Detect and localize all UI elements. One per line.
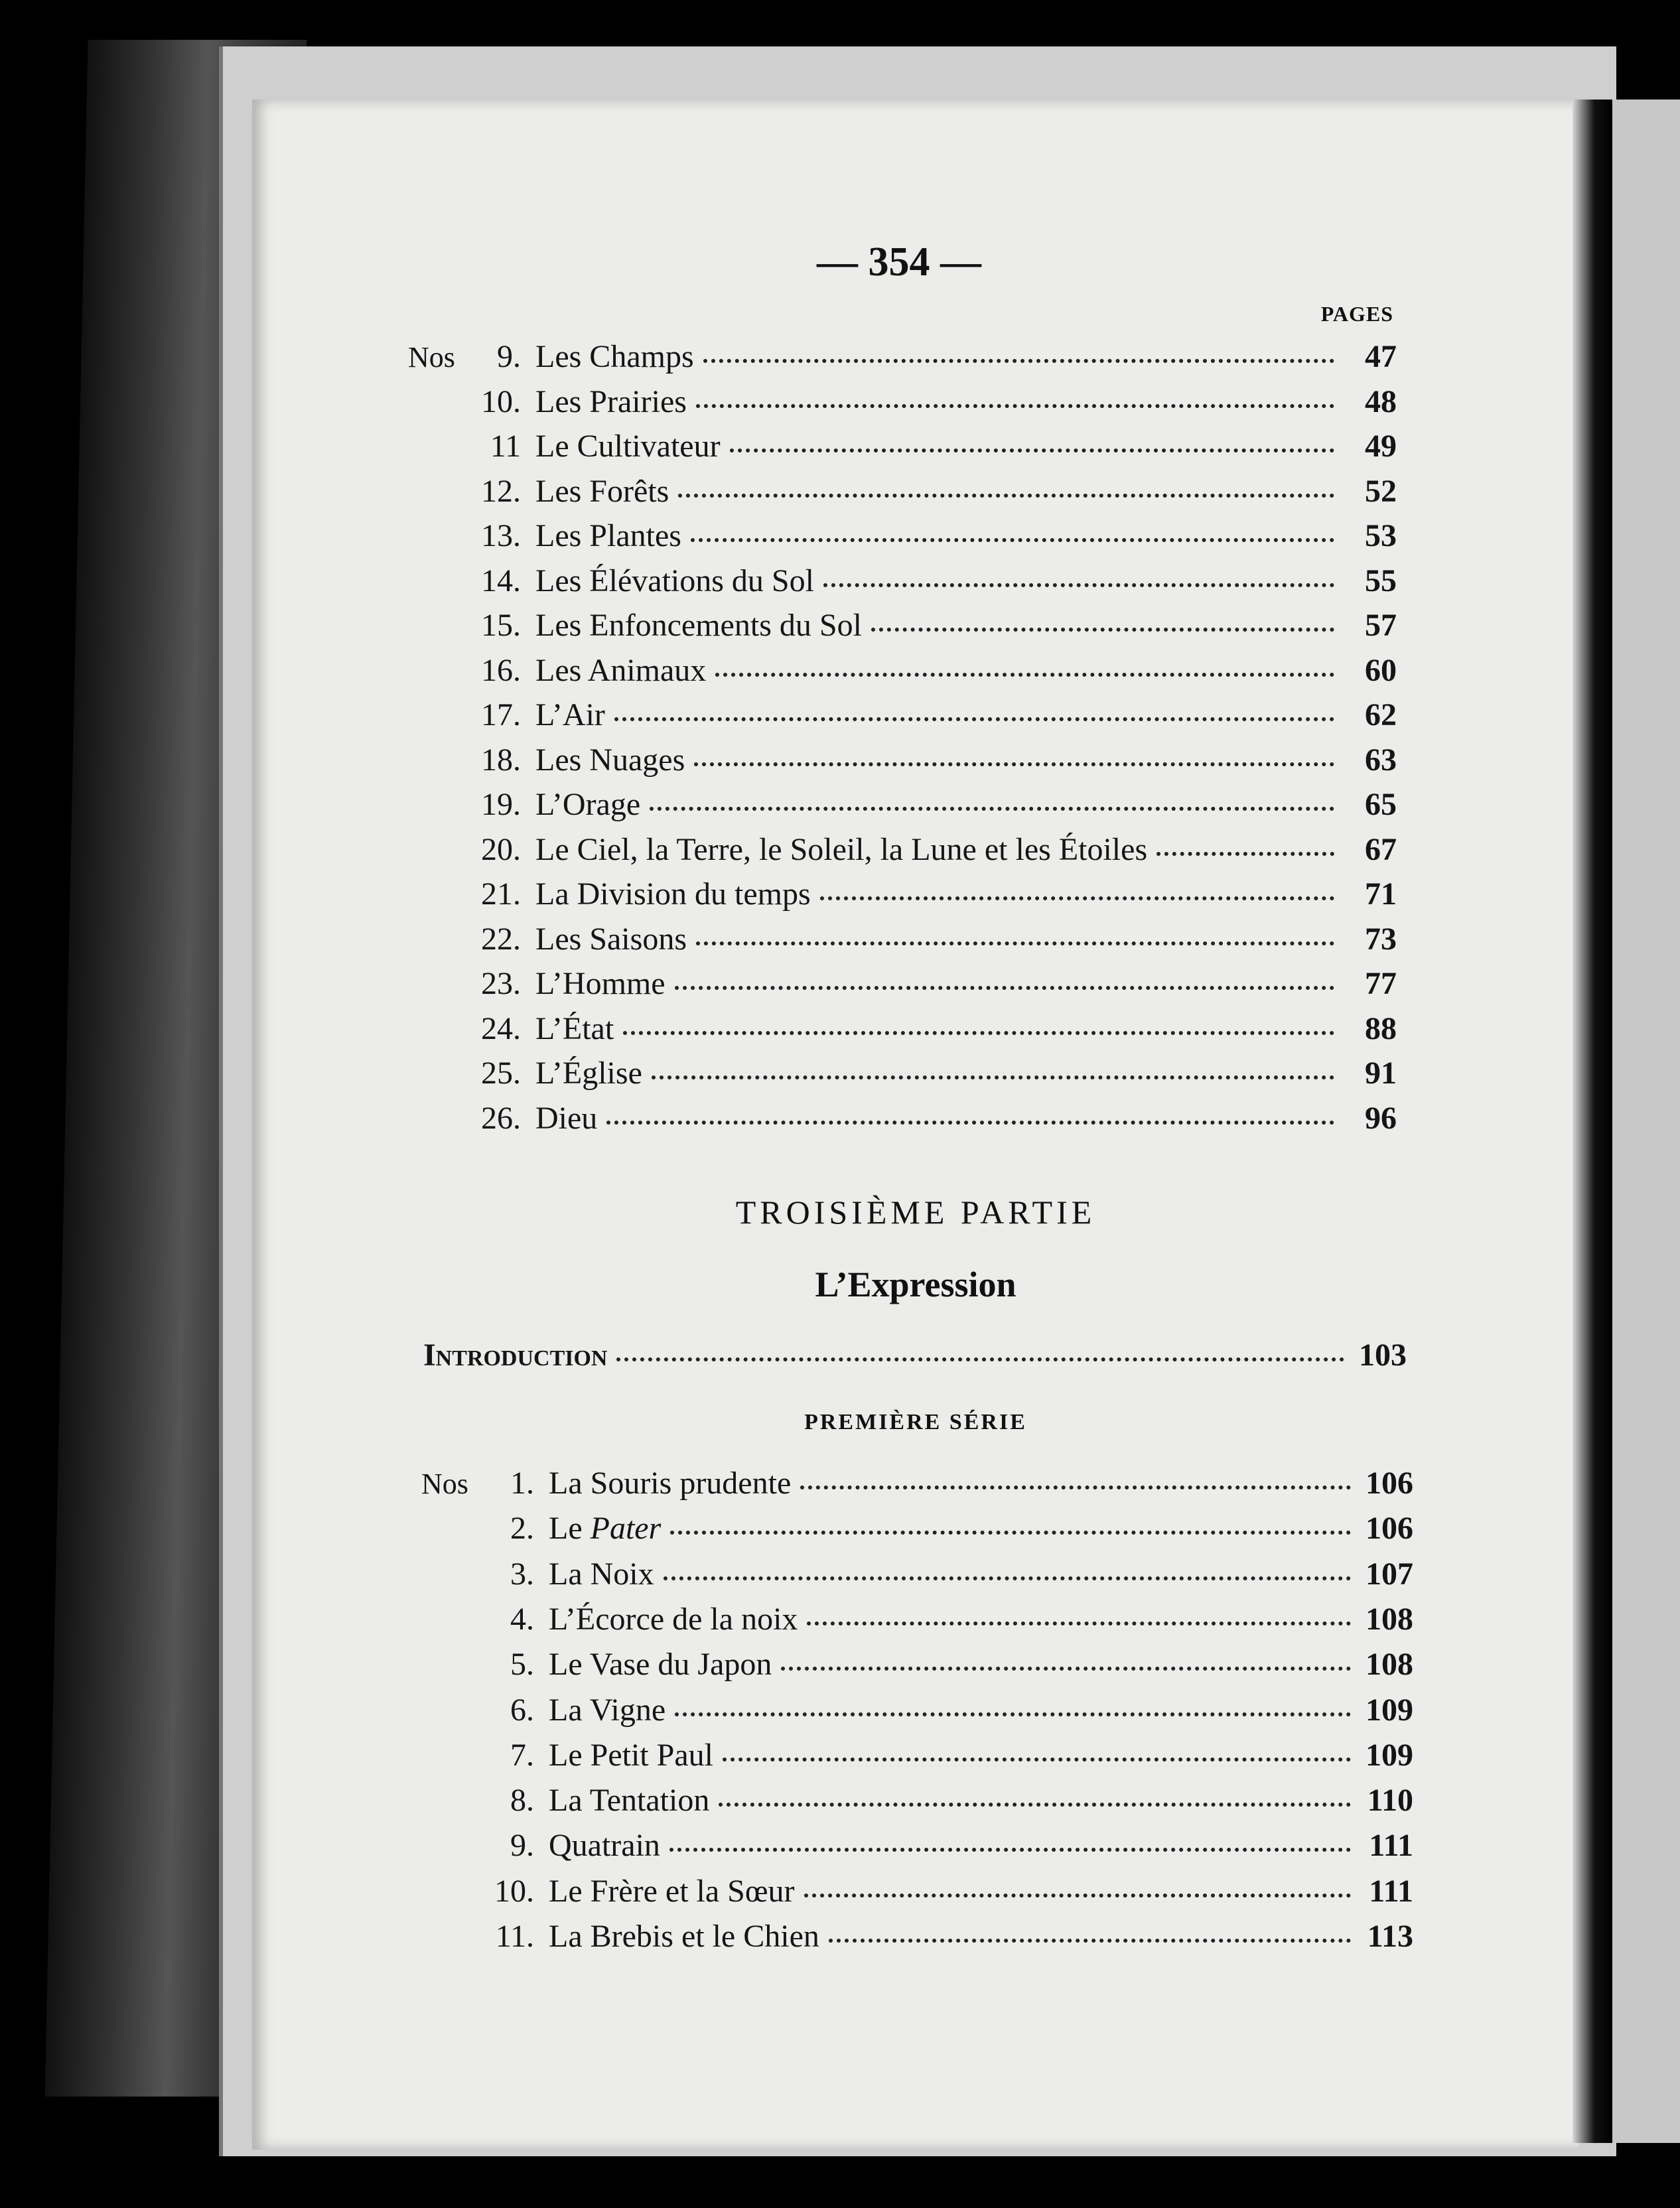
toc-entry-page: 67 xyxy=(1365,831,1397,867)
dot-leader xyxy=(664,1576,1351,1580)
toc-row[interactable] xyxy=(421,1782,1413,1825)
toc-entry-page: 52 xyxy=(1365,473,1397,509)
dot-leader xyxy=(670,1531,1351,1535)
toc-row[interactable] xyxy=(421,1601,1413,1643)
toc-entry-number: 22. xyxy=(481,921,521,957)
dot-leader xyxy=(820,896,1334,900)
toc-row[interactable] xyxy=(421,1556,1413,1598)
toc-row[interactable] xyxy=(421,1918,1413,1961)
toc-entry-title: La Division du temps xyxy=(535,876,811,912)
toc-entry-number: 7. xyxy=(510,1737,534,1773)
toc-entry-number: 21. xyxy=(481,876,521,912)
toc-row[interactable] xyxy=(421,1510,1413,1552)
dot-leader xyxy=(804,1894,1351,1898)
toc-entry-page: 91 xyxy=(1365,1056,1397,1091)
dot-leader xyxy=(623,1031,1334,1035)
toc-entry-number: 25. xyxy=(481,1056,521,1091)
dot-leader xyxy=(675,986,1334,990)
dot-leader xyxy=(703,359,1334,363)
toc-entry-number: 1. xyxy=(510,1466,534,1501)
toc-entry-page: 53 xyxy=(1365,518,1397,553)
toc-row[interactable] xyxy=(408,607,1397,650)
toc-entry-title: Le Frère et la Sœur xyxy=(549,1873,795,1909)
toc-row-introduction[interactable] xyxy=(423,1337,1407,1379)
toc-entry-page: 57 xyxy=(1365,608,1397,643)
toc-entry-page: 77 xyxy=(1365,966,1397,1001)
toc-entry-page: 109 xyxy=(1365,1737,1413,1773)
toc-row[interactable] xyxy=(408,563,1397,605)
toc-entry-number: 15. xyxy=(481,608,521,643)
toc-entry-title: La Noix xyxy=(549,1556,654,1592)
toc-entry-number: 4. xyxy=(510,1601,534,1637)
toc-entry-title: L’État xyxy=(535,1010,614,1046)
toc-entry-page: 62 xyxy=(1365,697,1397,732)
toc-entry-title: La Tentation xyxy=(549,1783,710,1819)
toc-row[interactable] xyxy=(408,1100,1397,1142)
toc-number-prefix: Nos xyxy=(421,1468,468,1500)
toc-entry-number: 23. xyxy=(481,966,521,1001)
toc-entry-number: 19. xyxy=(481,787,521,822)
toc-entry-title: Les Saisons xyxy=(535,921,687,957)
gutter-shadow xyxy=(1573,100,1612,2143)
toc-entry-page: 49 xyxy=(1365,429,1397,464)
dot-leader xyxy=(715,673,1334,677)
toc-entry-title: L’Écorce de la noix xyxy=(549,1601,798,1637)
toc-entry-page: 47 xyxy=(1365,339,1397,374)
toc-entry-page: 71 xyxy=(1365,876,1397,912)
toc-entry-title: Les Enfoncements du Sol xyxy=(535,608,862,643)
toc-row[interactable] xyxy=(421,1646,1413,1689)
toc-row[interactable] xyxy=(408,383,1397,426)
toc-entry-page: 55 xyxy=(1365,563,1397,598)
toc-row[interactable] xyxy=(408,697,1397,739)
dot-leader xyxy=(616,1357,1344,1361)
dot-leader xyxy=(652,1075,1334,1079)
toc-entry-page: 88 xyxy=(1365,1010,1397,1046)
toc-entry-title: Les Élévations du Sol xyxy=(535,563,814,598)
toc-entry-page: 111 xyxy=(1369,1873,1413,1909)
toc-entry-number: 3. xyxy=(510,1556,534,1592)
dot-leader xyxy=(678,494,1334,498)
toc-row[interactable] xyxy=(408,742,1397,784)
toc-entry-title: La Vigne xyxy=(549,1692,666,1728)
toc-entry-title: La Souris prudente xyxy=(549,1466,792,1501)
dot-leader xyxy=(691,538,1334,542)
toc-entry-page: 65 xyxy=(1365,787,1397,822)
toc-entry-number: 5. xyxy=(510,1647,534,1683)
toc-entry-number: 9. xyxy=(497,339,521,374)
toc-entry-title: Quatrain xyxy=(549,1828,660,1864)
toc-entry-title: Le Pater xyxy=(549,1511,662,1547)
toc-entry-number: 18. xyxy=(481,742,521,778)
part-heading: TROISIÈME PARTIE xyxy=(735,1194,1096,1231)
dot-leader xyxy=(871,628,1334,632)
dot-leader xyxy=(614,717,1334,721)
dot-leader xyxy=(696,941,1334,945)
toc-entry-title: Les Animaux xyxy=(535,652,707,688)
toc-entry-number: 11 xyxy=(490,429,521,464)
toc-entry-title: Dieu xyxy=(535,1100,598,1136)
toc-entry-number: 10. xyxy=(481,383,521,419)
toc-entry-page: 73 xyxy=(1365,921,1397,957)
toc-entry-title: L’Homme xyxy=(535,966,665,1001)
toc-entry-number: 20. xyxy=(481,831,521,867)
toc-row[interactable] xyxy=(408,1010,1397,1053)
dot-leader xyxy=(650,807,1334,811)
part-title: L’Expression xyxy=(815,1265,1016,1304)
toc-entry-title: Les Plantes xyxy=(535,518,681,553)
toc-entry-page: 108 xyxy=(1365,1647,1413,1683)
dot-leader xyxy=(694,762,1334,766)
toc-entry-page: 103 xyxy=(1359,1338,1407,1373)
page-number: — 354 — xyxy=(817,240,981,285)
dot-leader xyxy=(781,1667,1351,1671)
toc-entry-title: Le Ciel, la Terre, le Soleil, la Lune et les Étoiles xyxy=(535,831,1148,867)
toc-entry-number: 10. xyxy=(494,1873,534,1909)
toc-entry-number: 6. xyxy=(510,1692,534,1728)
toc-row[interactable] xyxy=(408,338,1397,381)
toc-entry-number: 17. xyxy=(481,697,521,732)
toc-row[interactable] xyxy=(408,428,1397,470)
toc-entry-number: 2. xyxy=(510,1511,534,1547)
toc-entry-title: L’Air xyxy=(535,697,605,732)
toc-row[interactable] xyxy=(421,1827,1413,1870)
dot-leader xyxy=(1156,852,1334,856)
toc-entry-page: 96 xyxy=(1365,1100,1397,1136)
toc-entry-page: 106 xyxy=(1365,1511,1413,1547)
toc-entry-number: 13. xyxy=(481,518,521,553)
toc-entry-number: 24. xyxy=(481,1010,521,1046)
toc-entry-page: 106 xyxy=(1365,1466,1413,1501)
series-heading: PREMIÈRE SÉRIE xyxy=(804,1410,1027,1434)
toc-row[interactable] xyxy=(421,1465,1413,1507)
toc-entry-page: 113 xyxy=(1367,1919,1413,1954)
dot-leader xyxy=(807,1622,1351,1625)
toc-row[interactable] xyxy=(408,921,1397,963)
toc-entry-title: La Brebis et le Chien xyxy=(549,1919,819,1954)
toc-entry-number: 9. xyxy=(510,1828,534,1864)
dot-leader xyxy=(723,1758,1351,1761)
toc-entry-page: 111 xyxy=(1369,1828,1413,1864)
toc-row[interactable] xyxy=(408,652,1397,695)
dot-leader xyxy=(823,583,1334,587)
toc-entry-title: L’Église xyxy=(535,1056,642,1091)
dot-leader xyxy=(730,448,1334,452)
toc-entry-title: Le Vase du Japon xyxy=(549,1647,772,1683)
toc-row[interactable] xyxy=(421,1692,1413,1734)
toc-row[interactable] xyxy=(408,1055,1397,1097)
toc-entry-number: 12. xyxy=(481,473,521,509)
toc-row[interactable] xyxy=(408,786,1397,829)
pages-column-label: PAGES xyxy=(1320,302,1393,326)
toc-entry-title: Le Petit Paul xyxy=(549,1737,713,1773)
toc-entry-title: Les Prairies xyxy=(535,383,687,419)
dot-leader xyxy=(829,1939,1351,1943)
toc-entry-page: 60 xyxy=(1365,652,1397,688)
toc-entry-number: 14. xyxy=(481,563,521,598)
dot-leader xyxy=(675,1712,1351,1716)
toc-entry-page: 63 xyxy=(1365,742,1397,778)
dot-leader xyxy=(669,1848,1351,1852)
toc-entry-title: Introduction xyxy=(423,1338,608,1373)
toc-entry-page: 108 xyxy=(1365,1601,1413,1637)
dot-leader xyxy=(800,1485,1351,1489)
toc-entry-title: Le Cultivateur xyxy=(535,429,721,464)
toc-entry-title: Les Forêts xyxy=(535,473,669,509)
toc-entry-page: 48 xyxy=(1365,383,1397,419)
toc-row[interactable] xyxy=(408,965,1397,1008)
toc-row[interactable] xyxy=(408,831,1397,874)
dot-leader xyxy=(719,1803,1351,1807)
toc-entry-title: Les Nuages xyxy=(535,742,685,778)
toc-row[interactable] xyxy=(408,518,1397,560)
toc-entry-page: 109 xyxy=(1365,1692,1413,1728)
toc-entry-number: 8. xyxy=(510,1783,534,1819)
toc-number-prefix: Nos xyxy=(408,341,455,374)
toc-entry-number: 16. xyxy=(481,652,521,688)
facing-page xyxy=(1612,100,1680,2143)
toc-entry-title: Les Champs xyxy=(535,339,694,374)
toc-entry-title: L’Orage xyxy=(535,787,641,822)
toc-entry-page: 107 xyxy=(1365,1556,1413,1592)
dot-leader xyxy=(606,1121,1334,1125)
dot-leader xyxy=(696,404,1334,408)
toc-row[interactable] xyxy=(408,876,1397,918)
toc-entry-page: 110 xyxy=(1367,1783,1413,1819)
toc-row[interactable] xyxy=(408,473,1397,516)
toc-row[interactable] xyxy=(421,1737,1413,1779)
toc-entry-number: 26. xyxy=(481,1100,521,1136)
toc-entry-number: 11. xyxy=(495,1919,534,1954)
toc-row[interactable] xyxy=(421,1873,1413,1915)
